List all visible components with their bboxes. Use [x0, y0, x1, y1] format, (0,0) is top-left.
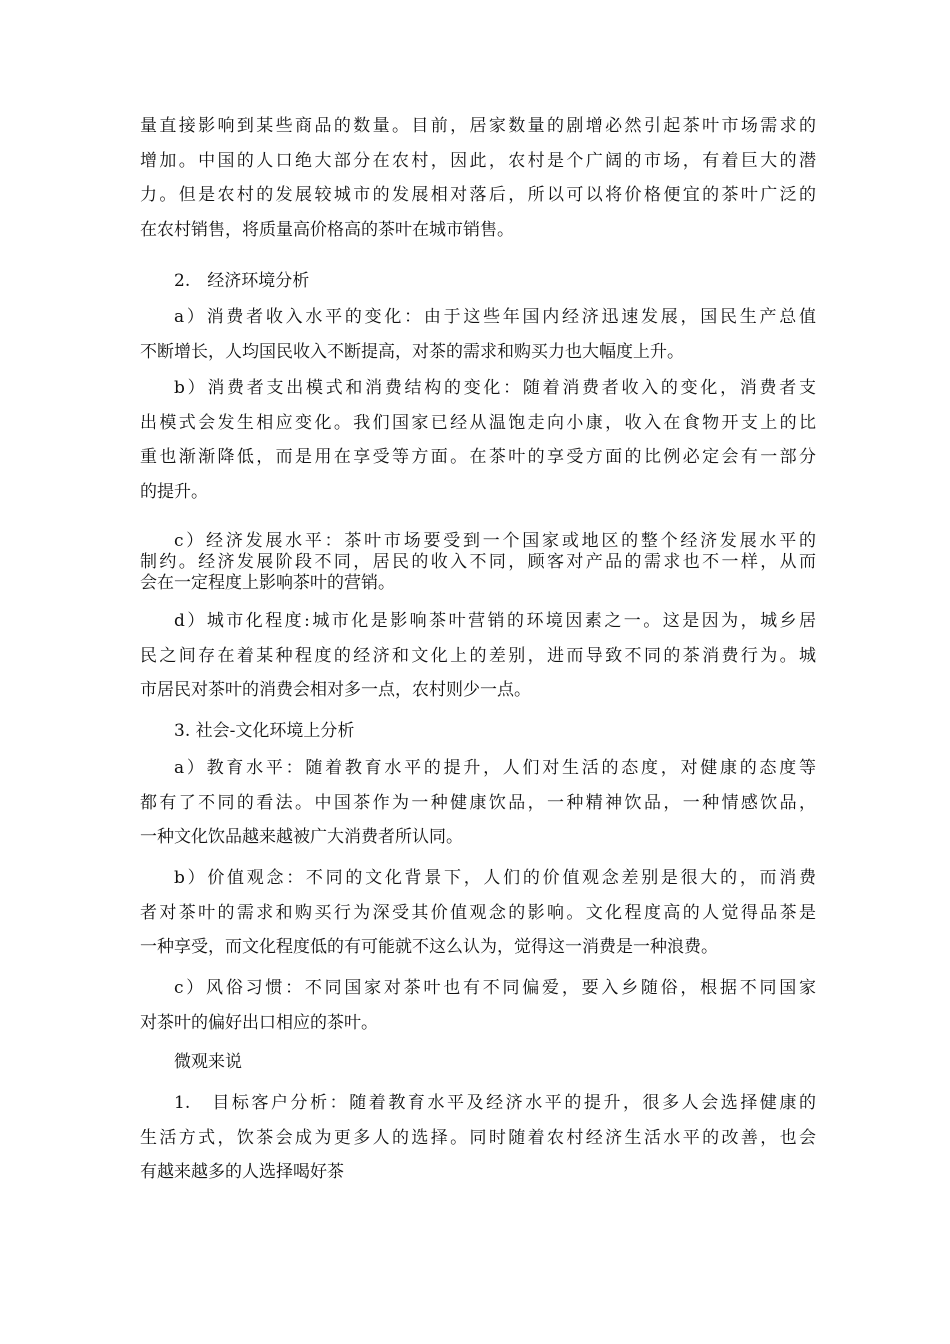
text-line: 一种享受，而文化程度低的有可能就不这么认为，觉得这一消费是一种浪费。 [140, 937, 718, 957]
text-line: 市居民对茶叶的消费会相对多一点，农村则少一点。 [140, 680, 531, 700]
text-line: 增加。中国的人口绝大部分在农村，因此，农村是个广阔的市场，有着巨大的潜 [140, 150, 816, 171]
text-line: 在农村销售，将质量高价格高的茶叶在城市销售。 [140, 219, 514, 240]
text-line: 力。但是农村的发展较城市的发展相对落后，所以可以将价格便宜的茶叶广泛的 [140, 185, 816, 205]
text-line: a）教育水平：随着教育水平的提升，人们对生活的态度，对健康的态度等 [174, 758, 816, 778]
paragraph-target-customer-analysis [140, 1086, 816, 1190]
paragraph-urbanization [140, 604, 816, 708]
text-line: b）消费者支出模式和消费结构的变化：随着消费者收入的变化，消费者支 [174, 378, 816, 398]
text-line: 重也渐渐降低，而是用在享受等方面。在茶叶的享受方面的比例必定会有一部分 [140, 447, 816, 467]
paragraph-income-change [140, 300, 816, 369]
text-line: 一种文化饮品越来越被广大消费者所认同。 [140, 827, 463, 847]
text-line: 2. 经济环境分析 [174, 271, 310, 291]
text-line: 微观来说 [174, 1052, 242, 1072]
text-line: 出模式会发生相应变化。我们国家已经从温饱走向小康，收入在食物开支上的比 [140, 412, 816, 433]
heading-social-cultural-environment [140, 714, 816, 749]
text-line: 制约。经济发展阶段不同，居民的收入不同，顾客对产品的需求也不一样，从而 [140, 552, 816, 572]
paragraph-demographic-continuation [140, 109, 816, 247]
heading-economic-environment [140, 264, 816, 299]
paragraph-spending-pattern [140, 371, 816, 509]
heading-micro-perspective [140, 1045, 816, 1080]
paragraph-values [140, 861, 816, 965]
text-line: c）经济发展水平：茶叶市场要受到一个国家或地区的整个经济发展水平的 [174, 531, 816, 551]
text-line: 会在一定程度上影响茶叶的营销。 [140, 573, 395, 593]
paragraph-education-level [140, 751, 816, 855]
text-line: 有越来越多的人选择喝好茶 [140, 1162, 344, 1182]
text-line: 者对茶叶的需求和购买行为深受其价值观念的影响。文化程度高的人觉得品茶是 [140, 902, 816, 923]
paragraph-customs [140, 971, 816, 1040]
text-line: 都有了不同的看法。中国茶作为一种健康饮品，一种精神饮品，一种情感饮品， [140, 792, 816, 813]
text-line: b）价值观念：不同的文化背景下，人们的价值观念差别是很大的，而消费 [174, 868, 816, 888]
text-line: a）消费者收入水平的变化：由于这些年国内经济迅速发展，国民生产总值 [174, 307, 816, 327]
paragraph-economic-development [140, 531, 816, 594]
text-line: c）风俗习惯：不同国家对茶叶也有不同偏爱，要入乡随俗，根据不同国家 [174, 978, 816, 998]
text-line: 3. 社会-文化环境上分析 [174, 721, 355, 741]
text-line: d）城市化程度:城市化是影响茶叶营销的环境因素之一。这是因为，城乡居 [174, 611, 816, 631]
text-line: 对茶叶的偏好出口相应的茶叶。 [140, 1012, 378, 1033]
text-line: 的提升。 [140, 481, 208, 502]
text-line: 民之间存在着某种程度的经济和文化上的差别，进而导致不同的茶消费行为。城 [140, 645, 816, 666]
text-line: 1. 目标客户分析：随着教育水平及经济水平的提升，很多人会选择健康的 [174, 1093, 816, 1113]
text-line: 量直接影响到某些商品的数量。目前，居家数量的剧增必然引起茶叶市场需求的 [140, 116, 816, 136]
text-line: 生活方式，饮茶会成为更多人的选择。同时随着农村经济生活水平的改善，也会 [140, 1127, 816, 1148]
text-line: 不断增长，人均国民收入不断提高，对茶的需求和购买力也大幅度上升。 [140, 341, 684, 362]
